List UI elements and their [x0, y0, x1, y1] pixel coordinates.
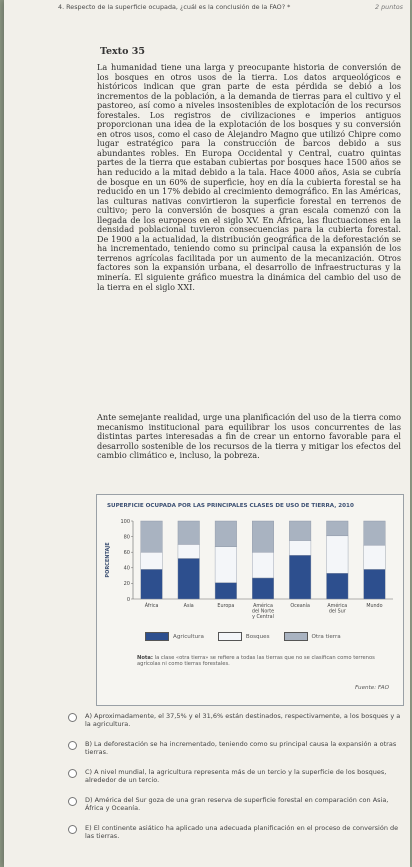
option-a-radio[interactable] [68, 713, 77, 722]
option-c-radio[interactable] [68, 769, 77, 778]
bar-agricultura-africa [141, 569, 163, 599]
option-b[interactable] [86, 740, 402, 756]
y-tick-label: 60 [123, 550, 130, 556]
legend-label-otra-tierra: Otra tierra [311, 633, 341, 640]
option-d[interactable] [86, 796, 402, 812]
bar-otra-tierra-america-del-norte-y-central [252, 521, 274, 552]
x-tick-label-europa: Europa [217, 604, 235, 609]
option-e-label: E) El continente asiático ha aplicado una adecuada planificación en el proceso de conversión de las tierras. [85, 824, 399, 840]
reading-paragraph-2: Ante semejante realidad, urge una planificación del uso de la tierra como mecanismo institucional para equilibrar los usos concurrentes de las distintas partes interesadas a fin de crear un entorno favorable para el desarrollo sostenible de los recursos de la tierra y mitigar los efectos del cambio climático e, incluso, la pobreza. [97, 412, 401, 461]
question-points: 2 puntos [375, 3, 403, 11]
chart-note-label: Nota: [137, 655, 153, 661]
land-use-chart [96, 494, 404, 706]
bar-bosques-oceania [289, 541, 311, 556]
option-c[interactable] [86, 768, 402, 784]
bar-bosques-europa [215, 547, 237, 583]
bar-otra-tierra-africa [141, 521, 163, 552]
exam-page [4, 0, 410, 867]
bar-bosques-africa [141, 552, 163, 569]
chart-legend [145, 632, 395, 641]
bar-otra-tierra-oceania [289, 521, 311, 541]
y-tick-label: 20 [123, 581, 130, 588]
bar-agricultura-america-del-sur [327, 573, 349, 599]
y-tick-label: 100 [120, 518, 130, 525]
option-d-radio[interactable] [68, 797, 77, 806]
option-a[interactable] [86, 712, 402, 728]
legend-item-otra-tierra [284, 632, 341, 641]
chart-title: SUPERFICIE OCUPADA POR LAS PRINCIPALES CLASES DE USO DE TIERRA, 2010 [107, 503, 354, 509]
option-a-label: A) Aproximadamente, el 37,5% y el 31,6% están destinados, respectivamente, a los bosques y a la agricultura. [85, 712, 401, 728]
option-e-radio[interactable] [68, 825, 77, 834]
bar-otra-tierra-america-del-sur [327, 521, 349, 536]
option-b-radio[interactable] [68, 741, 77, 750]
reading-paragraph-1: La humanidad tiene una larga y preocupante historia de conversión de los bosques en otros usos de la tierra. Los datos arqueológicos e históricos indican que gran parte de esta pérdida se debió a los incrementos de la población, a la demanda de tierras para el cultivo y el pastoreo, así como a niveles insostenibles de explotación de los recursos forestales. Los registros de civilizaciones e imperios antiguos proporcionan una idea de la explotación de los bosques y su conversión en otros usos, como el caso de Alejandro Magno que utilizó Chipre como lugar estratégico para la construcción de barcos debido a sus abundantes robles. En Europa Occidental y Central, cuatro quintas partes de la tierra que estaban cubiertas por bosques hace 1500 años se han reducido a la mitad debido a la tala. Hace 4000 años, Asia se cubría de bosque en un 60% de superficie, hoy en día la cubierta forestal se ha reducido en un 17% debido al crecimiento demográfico. En las Américas, las culturas nativas convirtieron la superficie forestal en terrenos de cultivo; pero la conversión de bosques a gran escala comenzó con la llegada de los europeos en el siglo XV. En África, las fluctuaciones en la densidad poblacional tuvieron consecuencias para la cubierta forestal. De 1900 a la actualidad, la distribución geográfica de la deforestación se ha incrementado, teniendo como su principal causa la expansión de los terrenos agrícolas facilitada por un aumento de la mecanización. Otros factores son la expansión urbana, el desarrollo de infraestructuras y la minería. El siguiente gráfico muestra la dinámica del cambio del uso de la tierra en el siglo XXI. [97, 62, 401, 292]
bar-agricultura-america-del-norte-y-central [252, 578, 274, 599]
bar-agricultura-mundo [364, 569, 386, 599]
x-tick-label-mundo: Mundo [366, 604, 383, 609]
legend-label-bosques: Bosques [245, 633, 270, 640]
legend-label-agricultura: Agricultura [173, 633, 204, 640]
legend-item-agricultura [145, 632, 204, 641]
answer-options [86, 712, 402, 852]
y-tick-label: 40 [123, 565, 130, 572]
bar-otra-tierra-asia [178, 521, 200, 544]
legend-swatch-agricultura [145, 632, 169, 641]
x-tick-label-asia: Asia [183, 604, 194, 609]
option-c-label: C) A nivel mundial, la agricultura representa más de un tercio y la superficie de los bosques, alrededor de un tercio. [85, 768, 387, 784]
legend-swatch-otra-tierra [284, 632, 308, 641]
bar-agricultura-europa [215, 583, 237, 599]
bar-bosques-mundo [364, 545, 386, 569]
bar-agricultura-oceania [289, 555, 311, 599]
question-text: 4. Respecto de la superficie ocupada, ¿cuál es la conclusión de la FAO? * [58, 3, 291, 11]
bar-agricultura-asia [178, 558, 200, 599]
bar-bosques-asia [178, 544, 200, 558]
bar-otra-tierra-europa [215, 521, 237, 547]
x-tick-label-africa: África [144, 604, 159, 609]
y-tick-label: 0 [126, 596, 130, 603]
question-header [58, 3, 403, 11]
legend-item-bosques [218, 632, 270, 641]
y-tick-label: 80 [123, 534, 130, 541]
x-tick-label-oceania: Oceanía [290, 604, 310, 609]
chart-plot [97, 495, 403, 635]
option-b-label: B) La deforestación se ha incrementado, teniendo como su principal causa la expansión a otras tierras. [85, 740, 397, 756]
bar-otra-tierra-mundo [364, 521, 386, 545]
legend-swatch-bosques [218, 632, 242, 641]
reading-title: Texto 35 [100, 46, 145, 57]
bar-bosques-america-del-sur [327, 536, 349, 573]
chart-source: Fuente: FAO [355, 685, 389, 691]
y-axis-title: PORCENTAJE [105, 542, 111, 578]
option-d-label: D) América del Sur goza de una gran reserva de superficie forestal en comparación con Asia, África y Oceanía. [85, 796, 389, 812]
x-tick-label-america-del-sur: América del Sur [327, 604, 348, 615]
chart-note [137, 655, 387, 667]
bar-bosques-america-del-norte-y-central [252, 552, 274, 578]
chart-note-text: la clase «otra tierra» se refiere a todas las tierras que no se clasifican como terrenos agrícolas ni como tierras forestales. [137, 655, 375, 668]
option-e[interactable] [86, 824, 402, 840]
x-tick-label-america-del-norte-y-central: América del Norte y Central [251, 604, 275, 620]
